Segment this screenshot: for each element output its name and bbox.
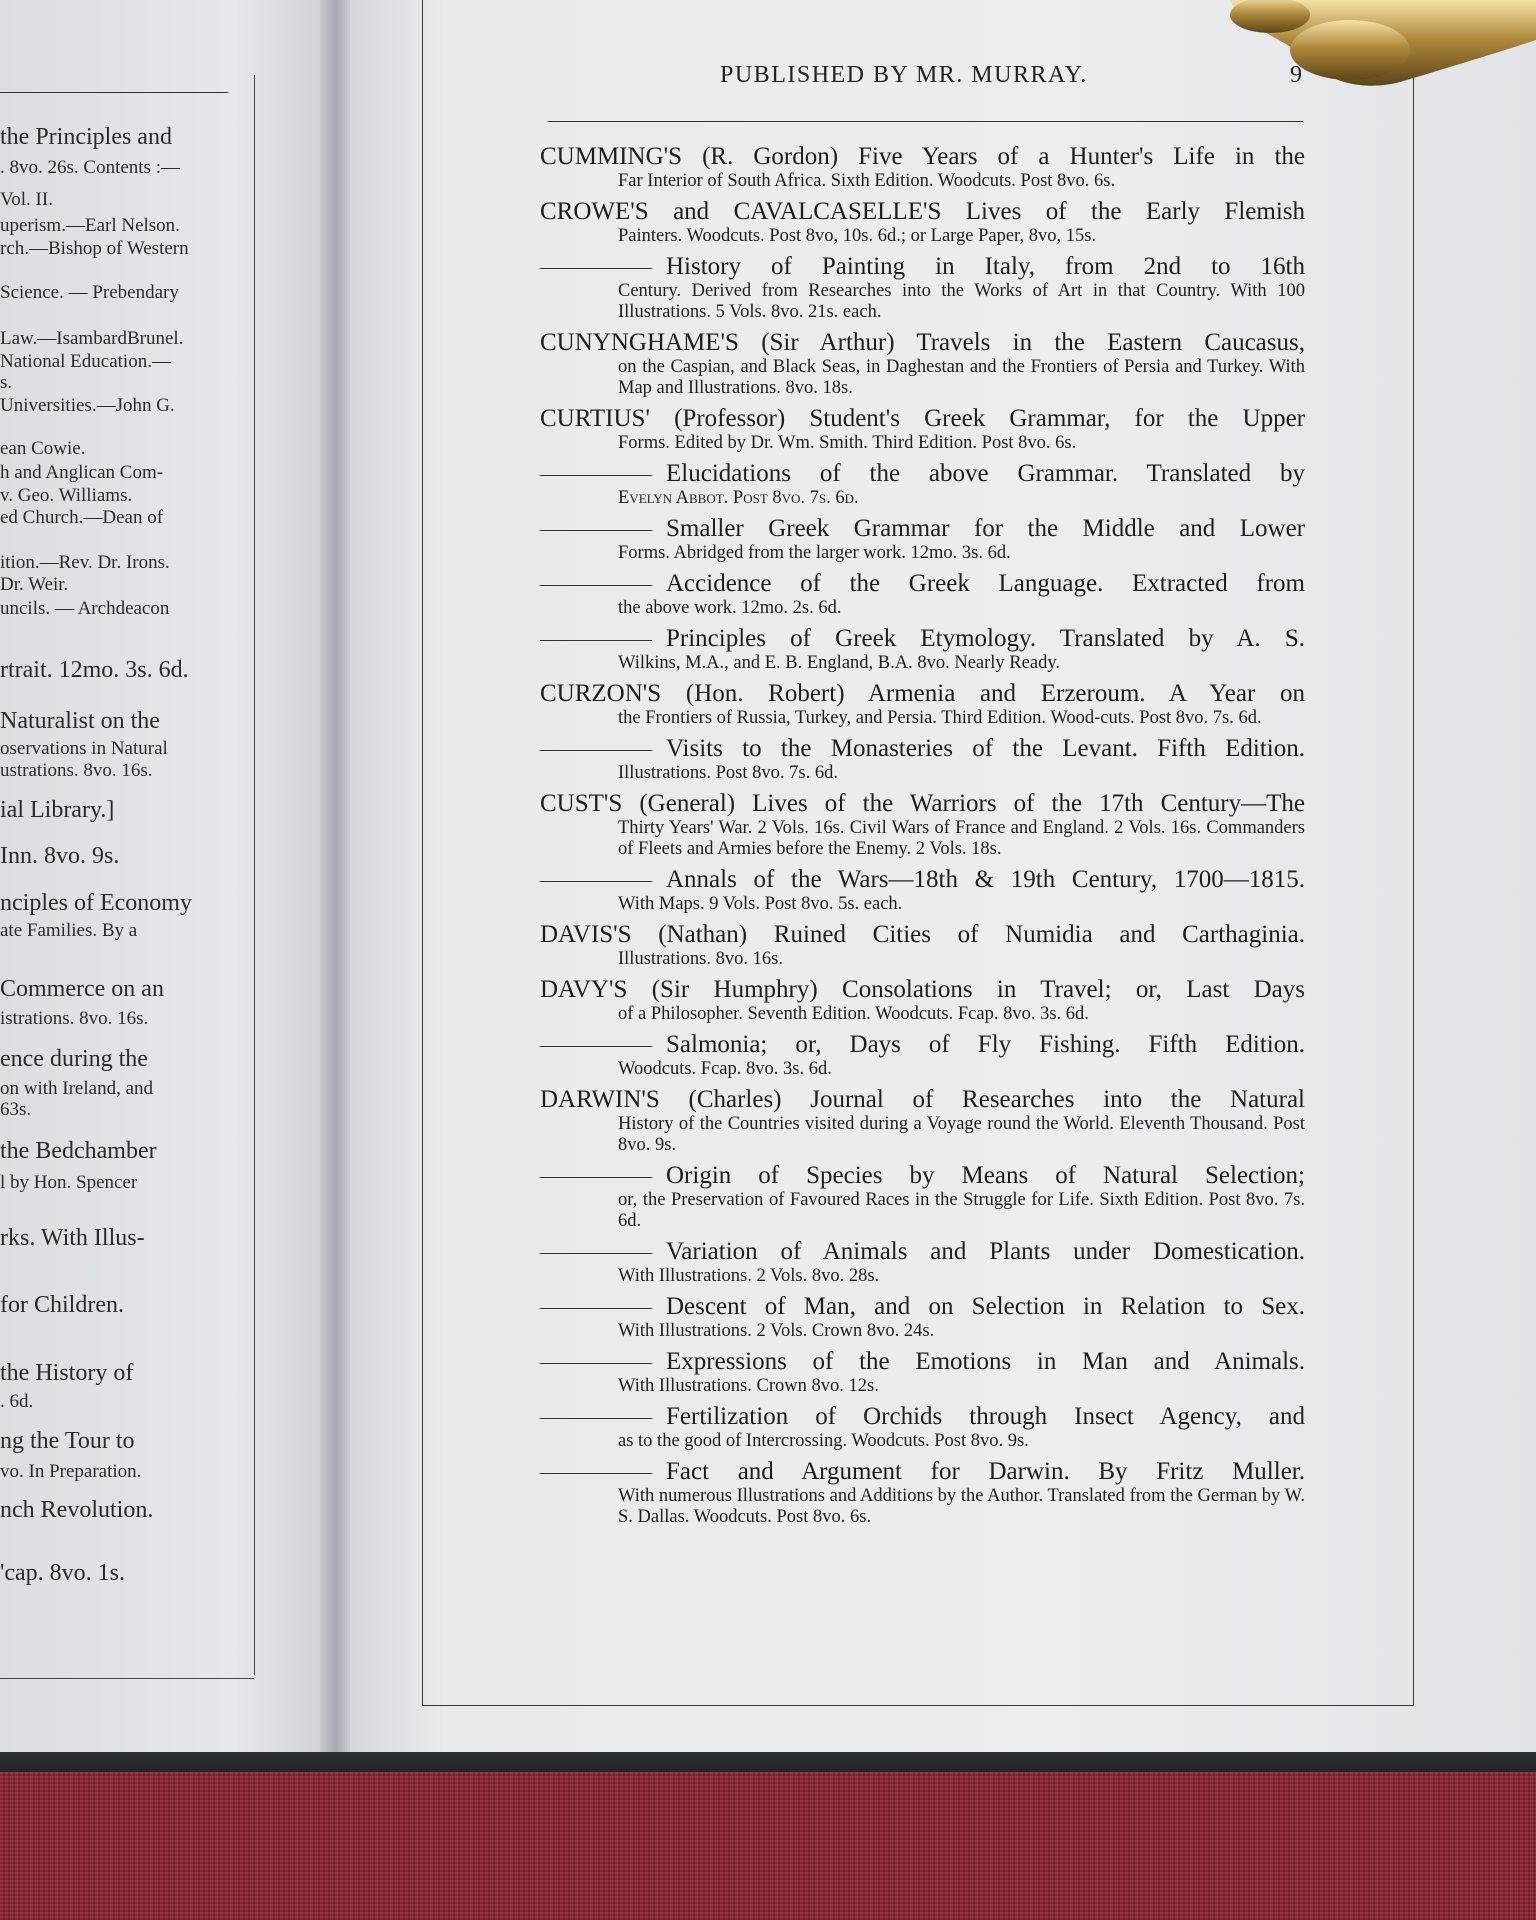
catalogue-entry xyxy=(540,1086,1305,1156)
tablecloth xyxy=(0,1750,1536,1920)
left-line: h and Anglican Com- xyxy=(0,462,164,483)
entry-title-row xyxy=(540,460,1305,488)
left-line: Commerce on an xyxy=(0,976,164,1002)
left-frame-rule xyxy=(254,75,255,1675)
entry-details: Evelyn Abbot. Post 8vo. 7s. 6d. xyxy=(618,488,859,508)
left-line: for Children. xyxy=(0,1292,124,1318)
left-line: ng the Tour to xyxy=(0,1428,135,1454)
ditto-dash xyxy=(540,750,652,751)
entry-title: Annals of the Wars—18th & 19th Century, 1700—1815. xyxy=(666,866,1305,893)
left-line: National Education.— xyxy=(0,351,171,372)
ditto-dash xyxy=(540,268,652,269)
left-line: Universities.—John G. xyxy=(0,395,175,416)
entry-title: Principles of Greek Etymology. Translated by A. S. xyxy=(666,625,1305,652)
left-header-rule xyxy=(0,92,228,93)
catalogue-entry xyxy=(540,790,1305,860)
catalogue-entry xyxy=(540,1403,1305,1452)
entry-details: With Maps. 9 Vols. Post 8vo. 5s. each. xyxy=(618,894,903,914)
left-line: rch.—Bishop of Western xyxy=(0,238,189,259)
left-bottom-rule xyxy=(0,1678,254,1679)
left-line: uperism.—Earl Nelson. xyxy=(0,215,180,236)
left-line: Dr. Weir. xyxy=(0,574,69,595)
entry-details: Painters. Woodcuts. Post 8vo, 10s. 6d.; or Large Paper, 8vo, 15s. xyxy=(618,226,1097,246)
entry-title: DARWIN'S (Charles) Journal of Researches into the Natural xyxy=(540,1086,1305,1113)
left-line: vo. In Preparation. xyxy=(0,1461,142,1482)
catalogue-entry xyxy=(540,1031,1305,1080)
entry-title: Expressions of the Emotions in Man and Animals. xyxy=(666,1348,1305,1375)
entry-details: the above work. 12mo. 2s. 6d. xyxy=(618,598,842,618)
left-line: ed Church.—Dean of xyxy=(0,507,164,528)
ditto-dash xyxy=(540,1308,652,1309)
entry-details: Wilkins, M.A., and E. B. England, B.A. 8vo. Nearly Ready. xyxy=(618,653,1060,673)
ditto-dash xyxy=(540,1253,652,1254)
entry-title-row xyxy=(540,1031,1305,1059)
entry-details: Illustrations. Post 8vo. 7s. 6d. xyxy=(618,763,838,783)
catalogue-entry xyxy=(540,1162,1305,1232)
entry-title-row xyxy=(540,570,1305,598)
entry-details: as to the good of Intercrossing. Woodcuts. Post 8vo. 9s. xyxy=(618,1431,1029,1451)
entry-title: CURZON'S (Hon. Robert) Armenia and Erzeroum. A Year on xyxy=(540,680,1305,707)
entry-details: of a Philosopher. Seventh Edition. Woodcuts. Fcap. 8vo. 3s. 6d. xyxy=(618,1004,1089,1024)
entry-title-row xyxy=(540,1348,1305,1376)
entry-title: Descent of Man, and on Selection in Relation to Sex. xyxy=(666,1293,1305,1320)
left-line: the History of xyxy=(0,1360,134,1386)
entry-title-row xyxy=(540,866,1305,894)
entry-title: DAVY'S (Sir Humphry) Consolations in Travel; or, Last Days xyxy=(540,976,1305,1003)
catalogue-entries xyxy=(540,143,1305,1534)
entry-details: Woodcuts. Fcap. 8vo. 3s. 6d. xyxy=(618,1059,832,1079)
left-line: v. Geo. Williams. xyxy=(0,485,133,506)
catalogue-entry xyxy=(540,1458,1305,1528)
left-line: 'cap. 8vo. 1s. xyxy=(0,1560,125,1586)
catalogue-entry xyxy=(540,515,1305,564)
left-line: ition.—Rev. Dr. Irons. xyxy=(0,552,170,573)
ditto-dash xyxy=(540,881,652,882)
left-line: . 6d. xyxy=(0,1391,34,1412)
left-line: l by Hon. Spencer xyxy=(0,1172,138,1193)
entry-title: Accidence of the Greek Language. Extracted from xyxy=(666,570,1305,597)
entry-details: Illustrations. 8vo. 16s. xyxy=(618,949,783,969)
entry-title: CURTIUS' (Professor) Student's Greek Grammar, for the Upper xyxy=(540,405,1305,432)
entry-details: With numerous Illustrations and Additions by the Author. Translated from the German by W. S. Dallas. Woodcuts. Post 8vo. 6s. xyxy=(618,1486,1305,1527)
left-line: nch Revolution. xyxy=(0,1497,154,1523)
catalogue-entry xyxy=(540,405,1305,454)
left-line: ence during the xyxy=(0,1046,148,1072)
catalogue-entry xyxy=(540,329,1305,399)
left-line: the Principles and xyxy=(0,124,172,150)
entry-details: Thirty Years' War. 2 Vols. 16s. Civil Wars of France and England. 2 Vols. 16s. Commanders of Fleets and Armies before the Enemy. 2 Vols. 18s. xyxy=(618,818,1305,859)
entry-details: on the Caspian, and Black Seas, in Daghestan and the Frontiers of Persia and Turkey. With Map and Illustrations. 8vo. 18s. xyxy=(618,357,1305,398)
ditto-dash xyxy=(540,1473,652,1474)
entry-title: Fact and Argument for Darwin. By Fritz Muller. xyxy=(666,1458,1305,1485)
entry-title: Variation of Animals and Plants under Domestication. xyxy=(666,1238,1305,1265)
entry-details: With Illustrations. Crown 8vo. 12s. xyxy=(618,1376,879,1396)
entry-title: CUST'S (General) Lives of the Warriors of the 17th Century—The xyxy=(540,790,1305,817)
left-line: rks. With Illus- xyxy=(0,1225,145,1251)
left-line: oservations in Natural xyxy=(0,738,168,759)
entry-details: Far Interior of South Africa. Sixth Edition. Woodcuts. Post 8vo. 6s. xyxy=(618,171,1116,191)
catalogue-entry xyxy=(540,1238,1305,1287)
left-line: ial Library.] xyxy=(0,797,115,823)
left-line: ean Cowie. xyxy=(0,438,86,459)
ditto-dash xyxy=(540,1418,652,1419)
left-line: on with Ireland, and xyxy=(0,1078,154,1099)
catalogue-entry xyxy=(540,866,1305,915)
catalogue-entry xyxy=(540,253,1305,323)
entry-title-row xyxy=(540,1162,1305,1190)
brass-page-clip xyxy=(1230,0,1536,90)
left-line: uncils. — Archdeacon xyxy=(0,598,170,619)
entry-title: CUNYNGHAME'S (Sir Arthur) Travels in the Eastern Caucasus, xyxy=(540,329,1305,356)
entry-details: With Illustrations. 2 Vols. Crown 8vo. 24s. xyxy=(618,1321,935,1341)
entry-title-row xyxy=(540,1238,1305,1266)
catalogue-entry xyxy=(540,460,1305,509)
left-line: ustrations. 8vo. 16s. xyxy=(0,760,153,781)
entry-title: Salmonia; or, Days of Fly Fishing. Fifth Edition. xyxy=(666,1031,1305,1058)
entry-details: With Illustrations. 2 Vols. 8vo. 28s. xyxy=(618,1266,880,1286)
catalogue-entry xyxy=(540,976,1305,1025)
ditto-dash xyxy=(540,640,652,641)
page-header: PUBLISHED BY MR. MURRAY. xyxy=(720,62,1088,88)
entry-title-row xyxy=(540,253,1305,281)
left-line: Science. — Prebendary xyxy=(0,282,179,303)
catalogue-entry xyxy=(540,1348,1305,1397)
left-line: Vol. II. xyxy=(0,189,53,210)
entry-title: Smaller Greek Grammar for the Middle and Lower xyxy=(666,515,1305,542)
catalogue-entry xyxy=(540,198,1305,247)
right-page xyxy=(350,0,1536,1752)
entry-title-row xyxy=(540,735,1305,763)
entry-title: Fertilization of Orchids through Insect Agency, and xyxy=(666,1403,1305,1430)
entry-title: CUMMING'S (R. Gordon) Five Years of a Hunter's Life in the xyxy=(540,143,1305,170)
page-number: 9 xyxy=(1290,62,1302,88)
entry-title: Elucidations of the above Grammar. Translated by xyxy=(666,460,1305,487)
left-line: . 8vo. 26s. Contents :— xyxy=(0,157,180,178)
left-line: nciples of Economy xyxy=(0,890,192,916)
left-page xyxy=(0,0,335,1752)
catalogue-entry xyxy=(540,680,1305,729)
ditto-dash xyxy=(540,1363,652,1364)
entry-title: Visits to the Monasteries of the Levant. Fifth Edition. xyxy=(666,735,1305,762)
header-rule xyxy=(548,121,1303,122)
left-line: ate Families. By a xyxy=(0,920,138,941)
entry-details: Century. Derived from Researches into the Works of Art in that Country. With 100 Illustrations. 5 Vols. 8vo. 21s. each. xyxy=(618,281,1305,322)
entry-title-row xyxy=(540,1403,1305,1431)
catalogue-entry xyxy=(540,1293,1305,1342)
entry-title: CROWE'S and CAVALCASELLE'S Lives of the Early Flemish xyxy=(540,198,1305,225)
left-line: Law.—IsambardBrunel. xyxy=(0,328,184,349)
entry-title-row xyxy=(540,625,1305,653)
ditto-dash xyxy=(540,475,652,476)
entry-details: Forms. Edited by Dr. Wm. Smith. Third Edition. Post 8vo. 6s. xyxy=(618,433,1077,453)
entry-details: or, the Preservation of Favoured Races in the Struggle for Life. Sixth Edition. Post 8vo. 7s. 6d. xyxy=(618,1190,1305,1231)
ditto-dash xyxy=(540,1046,652,1047)
ditto-dash xyxy=(540,530,652,531)
left-line: istrations. 8vo. 16s. xyxy=(0,1008,149,1029)
entry-title: History of Painting in Italy, from 2nd to 16th xyxy=(666,253,1305,280)
catalogue-entry xyxy=(540,570,1305,619)
ditto-dash xyxy=(540,585,652,586)
left-line: s. xyxy=(0,372,13,393)
entry-title-row xyxy=(540,1458,1305,1486)
catalogue-entry xyxy=(540,735,1305,784)
left-line: rtrait. 12mo. 3s. 6d. xyxy=(0,657,189,683)
entry-title-row xyxy=(540,1293,1305,1321)
entry-title: Origin of Species by Means of Natural Selection; xyxy=(666,1162,1305,1189)
ditto-dash xyxy=(540,1177,652,1178)
entry-details: Forms. Abridged from the larger work. 12mo. 3s. 6d. xyxy=(618,543,1011,563)
entry-details: History of the Countries visited during a Voyage round the World. Eleventh Thousand. Post 8vo. 9s. xyxy=(618,1114,1305,1155)
entry-title-row xyxy=(540,515,1305,543)
catalogue-entry xyxy=(540,921,1305,970)
left-line: Inn. 8vo. 9s. xyxy=(0,843,120,869)
catalogue-entry xyxy=(540,143,1305,192)
catalogue-entry xyxy=(540,625,1305,674)
left-line: 63s. xyxy=(0,1099,32,1120)
entry-details: the Frontiers of Russia, Turkey, and Persia. Third Edition. Wood-cuts. Post 8vo. 7s. 6d. xyxy=(618,708,1262,728)
left-line: the Bedchamber xyxy=(0,1138,157,1164)
left-line: Naturalist on the xyxy=(0,708,160,734)
entry-title: DAVIS'S (Nathan) Ruined Cities of Numidia and Carthaginia. xyxy=(540,921,1305,948)
